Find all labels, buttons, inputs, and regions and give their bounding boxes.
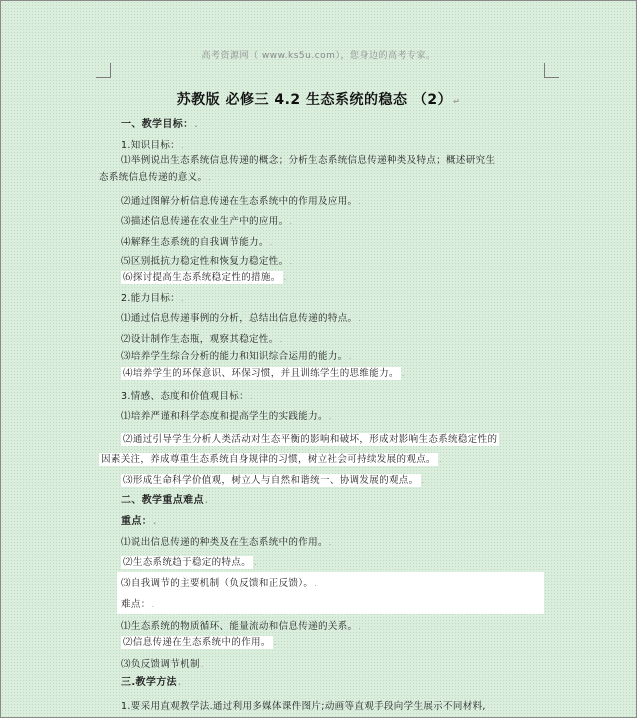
text-line: ⑸区别抵抗力稳定性和恢复力稳定性。. bbox=[121, 256, 293, 267]
text-line: ⑶形成生命科学价值观，树立人与自然和谐统一、协调发展的观点。 . bbox=[123, 475, 425, 486]
text-line: 因素关注，养成尊重生态系统自身规律的习惯，树立社会可持续发展的观点。 . bbox=[101, 454, 442, 465]
section-heading-methods: 三.教学方法. bbox=[121, 677, 182, 688]
page-header: 高考资源网（ www.ks5u.com），您身边的高考专家。 bbox=[201, 51, 436, 61]
text-line: ⑴说出信息传递的种类及在生态系统中的作用。. bbox=[121, 537, 332, 548]
text-line: ⑴举例说出生态系统信息传递的概念；分析生态系统信息传递种类及特点；概述研究生 bbox=[121, 155, 496, 166]
label-difficulties: 难点：. bbox=[121, 599, 155, 610]
title-text: 苏教版 必修三 4.2 生态系统的稳态 （2） bbox=[176, 92, 453, 108]
text-line: ⑶自我调节的主要机制（负反馈和正反馈）。. bbox=[121, 578, 318, 589]
margin-mark-left bbox=[96, 63, 111, 78]
text-line: ⑷培养学生的环保意识、环保习惯，并且训练学生的思维能力。 . bbox=[123, 368, 405, 379]
section-heading-key-points: 二、教学重点难点. bbox=[121, 495, 209, 506]
text-line: 态系统信息传递的意义。. bbox=[99, 172, 212, 183]
text-line: ⑹探讨提高生态系统稳定性的措施。 . bbox=[123, 272, 287, 283]
section-heading-objectives: 一、教学目标：. bbox=[121, 119, 198, 130]
text-line: ⑵通过图解分析信息传递在生态系统中的作用及应用。. bbox=[121, 196, 362, 207]
text-line: ⑴培养严谨和科学态度和提高学生的实践能力。. bbox=[121, 411, 332, 422]
text-line: ⑵通过引导学生分析人类活动对生态平衡的影响和破坏，形成对影响生态系统稳定性的 bbox=[123, 434, 498, 445]
text-line: ⑵生态系统趋于稳定的特点。 . bbox=[123, 557, 257, 568]
text-line: ⑶培养学生综合分析的能力和知识综合运用的能力。. bbox=[121, 351, 352, 362]
text-line: ⑴通过信息传递事例的分析，总结出信息传递的特点。. bbox=[121, 313, 362, 324]
subheading-ability: 2.能力目标：. bbox=[121, 293, 184, 304]
subheading-knowledge: 1.知识目标：. bbox=[121, 140, 184, 151]
label-key-points: 重点：. bbox=[121, 516, 157, 527]
subheading-values: 3.情感、态度和价值观目标：. bbox=[121, 391, 253, 402]
text-line: 1.要采用直观教学法.通过利用多媒体课件图片;动画等直观手段向学生展示不同材料, bbox=[121, 701, 486, 712]
text-line: ⑵信息传递在生态系统中的作用。 . bbox=[123, 637, 277, 648]
paragraph-mark-icon: ↵ bbox=[453, 97, 461, 106]
text-line: ⑶描述信息传递在农业生产中的应用。. bbox=[121, 216, 293, 227]
margin-mark-right bbox=[544, 63, 559, 78]
text-line: ⑷解释生态系统的自我调节能力。. bbox=[121, 237, 273, 248]
text-line: ⑵设计制作生态瓶，观察其稳定性。. bbox=[121, 334, 283, 345]
text-line: ⑴生态系统的物质循环、能量流动和信息传递的关系。. bbox=[121, 621, 362, 632]
text-line: ⑶负反馈调节机制. bbox=[121, 659, 204, 670]
document-title bbox=[1, 89, 636, 109]
